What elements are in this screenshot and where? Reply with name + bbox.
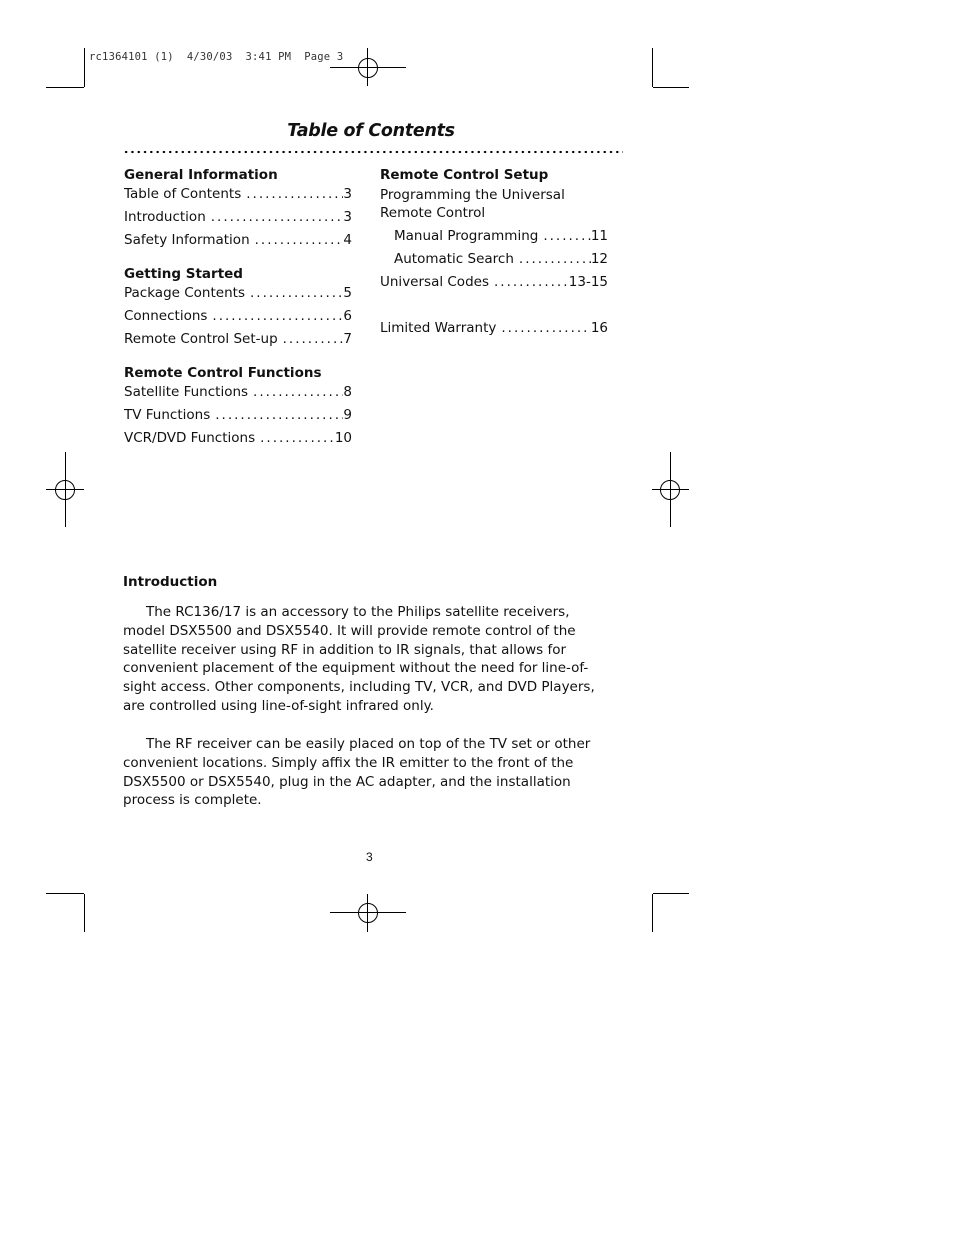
entry-page: 3 [343,209,352,225]
toc-section-remote-control-functions [124,364,352,452]
dot-leader [207,307,343,330]
dot-leader [255,429,335,452]
entry-label: Package Contents [124,285,245,301]
crop-mark-top-right-vertical [652,48,653,87]
entry-label: Satellite Functions [124,384,249,400]
dot-leader [245,284,343,307]
entry-page: 12 [590,251,608,267]
toc-entry [124,383,352,406]
section-heading: Getting Started [124,266,243,282]
entry-label: Remote Control Set-up [124,331,278,347]
dot-leader [206,208,344,231]
entry-page: 11 [590,228,608,244]
entry-label: VCR/DVD Functions [124,430,256,446]
toc-entry-warranty [380,319,608,342]
crop-mark-top-left-horizontal [46,87,84,88]
toc-entry [124,330,352,353]
dot-leader [278,330,344,353]
toc-entry [124,185,352,208]
toc-entry [124,406,352,429]
toc-entry [124,231,352,254]
dot-leader [538,227,590,250]
entry-label: Introduction [124,209,206,225]
entry-label: TV Functions [124,407,211,423]
crop-mark-top-left-vertical [84,48,85,87]
toc-entry [124,307,352,330]
dot-leader [210,406,343,429]
registration-circle-top [358,58,378,78]
toc-section-general-information [124,166,352,254]
dot-leader [489,273,569,296]
toc-entry [124,284,352,307]
print-slug: rc1364101 (1) 4/30/03 3:41 PM Page 3 [89,51,344,63]
entry-page: 9 [343,407,352,423]
toc-entry [380,250,608,273]
introduction-heading: Introduction [123,574,218,590]
dot-leader [250,231,344,254]
toc-entry [124,429,352,452]
dot-leader [248,383,343,406]
toc-left-column [124,166,352,452]
entry-label: Connections [124,308,208,324]
entry-page: 10 [334,430,352,446]
entry-label: Table of Contents [124,186,242,202]
introduction-paragraph: The RF receiver can be easily placed on top of the TV set or other convenient locations. Simply affix the IR emitter to the front of the DSX5500 or DSX5540, plug in the AC adapter, and the installation process is complete. [123,736,591,809]
registration-circle-left [55,480,75,500]
section-heading: Remote Control Functions [124,365,322,381]
toc-entry [124,208,352,231]
entry-page: 13-15 [568,274,608,290]
registration-circle-right [660,480,680,500]
registration-circle-bottom [358,903,378,923]
page-number: 3 [366,850,373,864]
dot-leader [496,319,590,342]
section-heading: Remote Control Setup [380,167,549,183]
entry-label: Manual Programming [394,228,539,244]
dot-leader [514,250,591,273]
toc-section-getting-started [124,265,352,353]
crop-mark-bottom-left-vertical [84,894,85,932]
entry-page: 6 [343,308,352,324]
section-heading: General Information [124,167,278,183]
toc-entry [380,273,608,296]
introduction-paragraph: The RC136/17 is an accessory to the Philips satellite receivers, model DSX5500 and DSX5540. It will provide remote control of the satellite receiver using RF in addition to IR signals, that allows for convenient placement of the equipment without the need for line-of-sight access. Other components, including TV, VCR, and DVD Players, are controlled using line-of-sight infrared only. [123,604,595,714]
crop-mark-top-right-horizontal [653,87,689,88]
entry-page: 3 [343,186,352,202]
toc-subheading: Programming the Universal Remote Control [380,187,565,221]
dotted-rule [123,150,623,154]
entry-label: Safety Information [124,232,250,248]
page-title: Table of Contents [287,121,455,141]
entry-page: 8 [343,384,352,400]
entry-page: 5 [343,285,352,301]
entry-page: 7 [343,331,352,347]
toc-entry [380,227,608,250]
entry-page: 4 [343,232,352,248]
crop-mark-bottom-right-vertical [652,894,653,932]
crop-mark-bottom-left-horizontal [46,893,84,894]
toc-right-column [380,166,608,342]
crop-mark-bottom-right-horizontal [653,893,689,894]
entry-label: Universal Codes [380,274,489,290]
entry-label: Limited Warranty [380,320,497,336]
dot-leader [241,185,343,208]
entry-page: 16 [590,320,608,336]
entry-label: Automatic Search [394,251,514,267]
